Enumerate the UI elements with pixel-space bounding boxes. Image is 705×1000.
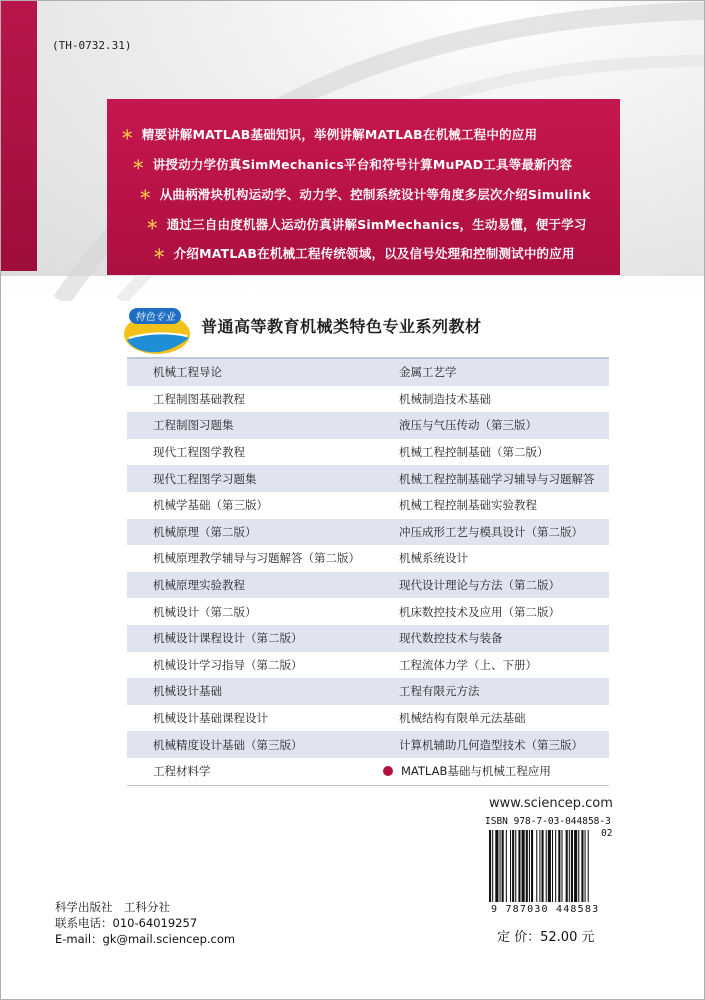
ean-digits: 9 787030 448583 xyxy=(491,904,600,915)
book-title: 机械工程控制基础学习辅导与习题解答 xyxy=(393,465,609,492)
table-row xyxy=(127,625,609,652)
website: www.sciencep.com xyxy=(489,796,613,811)
book-title: 工程有限元方法 xyxy=(393,678,609,705)
isbn-text: ISBN 978-7-03-044858-3 xyxy=(485,816,611,827)
book-title: 机械工程导论 xyxy=(127,358,393,386)
book-title: 机械设计基础课程设计 xyxy=(127,705,393,732)
table-row xyxy=(127,678,609,705)
barcode-area xyxy=(485,816,619,916)
book-title: 机械精度设计基础（第三版） xyxy=(127,731,393,758)
book-title: 金属工艺学 xyxy=(393,358,609,386)
star-icon: ＊ xyxy=(139,187,152,202)
feature-line: ＊ 介绍MATLAB在机械工程传统领域，以及信号处理和控制测试中的应用 xyxy=(153,246,575,261)
book-title: 机械设计基础 xyxy=(127,678,393,705)
table-row xyxy=(127,439,609,466)
book-title: 机械原理教学辅导与习题解答（第二版） xyxy=(127,545,393,572)
series-title: 普通高等教育机械类特色专业系列教材 xyxy=(201,317,482,336)
table-row xyxy=(127,386,609,413)
current-book-title: MATLAB基础与机械工程应用 xyxy=(393,758,609,785)
table-row xyxy=(127,545,609,572)
table-row xyxy=(127,705,609,732)
star-icon: ＊ xyxy=(121,127,134,142)
barcode-icon xyxy=(485,830,619,904)
book-title: 现代工程图学习题集 xyxy=(127,465,393,492)
table-row xyxy=(127,758,609,785)
book-title: 工程材料学 xyxy=(127,758,393,785)
left-red-strip xyxy=(1,1,37,271)
book-title: 机械设计（第二版） xyxy=(127,598,393,625)
book-title: 机械设计学习指导（第二版） xyxy=(127,652,393,679)
book-title: 液压与气压传动（第三版） xyxy=(393,412,609,439)
series-logo-text: 特色专业 xyxy=(135,312,175,323)
isbn-addon: 02 xyxy=(601,828,613,839)
phone: 联系电话：010-64019257 xyxy=(55,916,198,930)
book-title: 工程制图基础教程 xyxy=(127,386,393,413)
book-title: 机械设计课程设计（第二版） xyxy=(127,625,393,652)
book-title: 机械系统设计 xyxy=(393,545,609,572)
table-row xyxy=(127,519,609,546)
star-icon: ＊ xyxy=(132,157,145,172)
table-row xyxy=(127,652,609,679)
table-row xyxy=(127,572,609,599)
book-title: 机械工程控制基础实验教程 xyxy=(393,492,609,519)
book-title: 现代工程图学教程 xyxy=(127,439,393,466)
table-row xyxy=(127,598,609,625)
book-title: 机械学基础（第三版） xyxy=(127,492,393,519)
series-logo-icon xyxy=(119,304,197,356)
book-title: 现代数控技术与装备 xyxy=(393,625,609,652)
book-title: 机械工程控制基础（第二版） xyxy=(393,439,609,466)
book-title: 计算机辅助几何造型技术（第三版） xyxy=(393,731,609,758)
book-title: 工程制图习题集 xyxy=(127,412,393,439)
email: E-mail：gk@mail.sciencep.com xyxy=(55,932,236,946)
feature-line: ＊ 从曲柄滑块机构运动学、动力学、控制系统设计等角度多层次介绍Simulink xyxy=(139,187,591,202)
table-row xyxy=(127,412,609,439)
feature-line: ＊ 通过三自由度机器人运动仿真讲解SimMechanics，生动易懂，便于学习 xyxy=(146,217,587,232)
book-title: 机械原理实验教程 xyxy=(127,572,393,599)
table-row xyxy=(127,465,609,492)
book-title: 现代设计理论与方法（第二版） xyxy=(393,572,609,599)
star-icon: ＊ xyxy=(153,246,166,261)
publisher: 科学出版社 工科分社 xyxy=(55,900,170,914)
book-title: 机械制造技术基础 xyxy=(393,386,609,413)
book-title: 机床数控技术及应用（第二版） xyxy=(393,598,609,625)
book-list xyxy=(127,357,609,786)
book-title: 工程流体力学（上、下册） xyxy=(393,652,609,679)
book-title: 机械结构有限单元法基础 xyxy=(393,705,609,732)
feature-line: ＊ 精要讲解MATLAB基础知识，举例讲解MATLAB在机械工程中的应用 xyxy=(121,127,538,142)
table-row xyxy=(127,358,609,386)
table-row xyxy=(127,492,609,519)
book-title: 冲压成形工艺与模具设计（第二版） xyxy=(393,519,609,546)
book-title: 机械原理（第二版） xyxy=(127,519,393,546)
table-row xyxy=(127,731,609,758)
feature-line: ＊ 讲授动力学仿真SimMechanics平台和符号计算MuPAD工具等最新内容 xyxy=(132,157,573,172)
classification-code: (TH-0732.31) xyxy=(52,39,132,52)
star-icon: ＊ xyxy=(146,217,159,232)
price: 定 价：52.00 元 xyxy=(497,930,595,945)
